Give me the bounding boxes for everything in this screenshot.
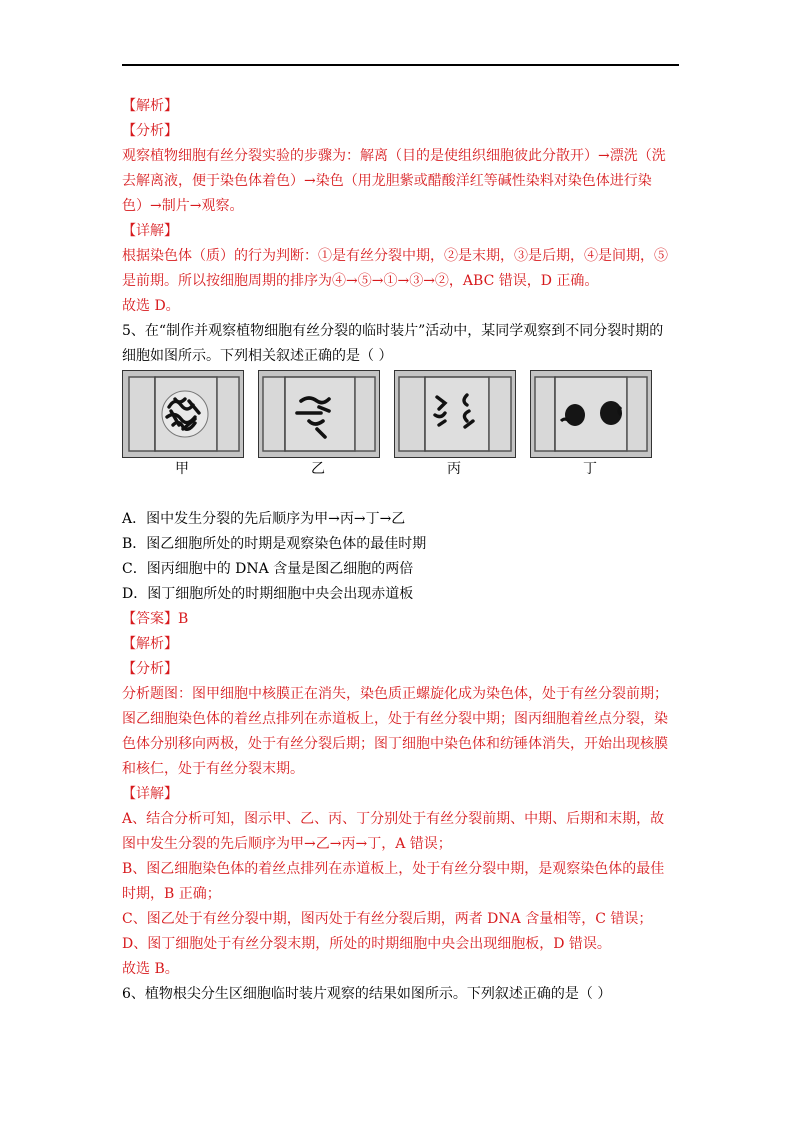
q5-xiangjie-line: 时期，B 正确； <box>122 886 221 902</box>
q5-option-d[interactable]: D．图丁细胞所处的时期细胞中央会出现赤道板 <box>122 586 414 602</box>
figure-label-ding: 丁 <box>583 461 597 477</box>
q5-fenxi-line: 色体分别移向两极，处于有丝分裂后期；图丁细胞中染色体和纺锤体消失，开始出现核膜 <box>122 736 668 752</box>
cell-image-ding <box>530 370 652 458</box>
q5-fenxi-line: 分析题图：图甲细胞中核膜正在消失，染色质正螺旋化成为染色体，处于有丝分裂前期； <box>122 686 668 702</box>
q4-jiexi-heading: 【解析】 <box>122 98 178 114</box>
cell-image-bing <box>394 370 516 458</box>
q5-fenxi-line: 和核仁，处于有丝分裂末期。 <box>122 761 304 777</box>
figure-label-jia: 甲 <box>175 461 189 477</box>
q5-xiangjie-heading: 【详解】 <box>122 786 178 802</box>
q6-stem: 6、植物根尖分生区细胞临时装片观察的结果如图所示。下列叙述正确的是（ ） <box>122 986 612 1002</box>
figure-label-bing: 丙 <box>447 461 461 477</box>
q5-conclusion: 故选 B。 <box>122 961 179 977</box>
q4-fenxi-line: 去解离液，便于染色体着色）→染色（用龙胆紫或醋酸洋红等碱性染料对染色体进行染 <box>122 173 652 189</box>
header-rule <box>122 64 679 66</box>
cell-image-yi <box>258 370 380 458</box>
q5-option-a[interactable]: A．图中发生分裂的先后顺序为甲→丙→丁→乙 <box>122 511 406 527</box>
q5-fenxi-heading: 【分析】 <box>122 661 178 677</box>
figure-label-yi: 乙 <box>311 461 325 477</box>
q5-option-c[interactable]: C．图丙细胞中的 DNA 含量是图乙细胞的两倍 <box>122 561 414 577</box>
q5-jiexi-heading: 【解析】 <box>122 636 178 652</box>
q5-xiangjie-line: C、图乙处于有丝分裂中期，图丙处于有丝分裂后期，两者 DNA 含量相等，C 错误； <box>122 911 653 927</box>
cell-image-jia <box>122 370 244 458</box>
q5-xiangjie-line: 图中发生分裂的先后顺序为甲→乙→丙→丁，A 错误； <box>122 836 452 852</box>
q4-fenxi-heading: 【分析】 <box>122 123 178 139</box>
q4-xiangjie-heading: 【详解】 <box>122 223 178 239</box>
q4-xiangjie-line: 是前期。所以按细胞周期的排序为④→⑤→①→③→②，ABC 错误，D 正确。 <box>122 273 599 289</box>
q5-xiangjie-line: A、结合分析可知，图示甲、乙、丙、丁分别处于有丝分裂前期、中期、后期和末期，故 <box>122 811 665 827</box>
q5-option-b[interactable]: B．图乙细胞所处的时期是观察染色体的最佳时期 <box>122 536 427 552</box>
q4-conclusion: 故选 D。 <box>122 298 180 314</box>
q4-fenxi-line: 色）→制片→观察。 <box>122 198 244 214</box>
q5-xiangjie-line: D、图丁细胞处于有丝分裂末期，所处的时期细胞中央会出现细胞板，D 错误。 <box>122 936 611 952</box>
q5-figure <box>122 370 652 480</box>
q4-fenxi-line: 观察植物细胞有丝分裂实验的步骤为：解离（目的是使组织细胞彼此分散开）→漂洗（洗 <box>122 148 666 164</box>
q5-stem-line: 细胞如图所示。下列相关叙述正确的是（ ） <box>122 348 393 364</box>
q5-xiangjie-line: B、图乙细胞染色体的着丝点排列在赤道板上，处于有丝分裂中期，是观察染色体的最佳 <box>122 861 665 877</box>
q5-answer: 【答案】B <box>122 611 189 627</box>
q4-xiangjie-line: 根据染色体（质）的行为判断：①是有丝分裂中期，②是末期，③是后期，④是间期，⑤ <box>122 248 668 264</box>
q5-stem-line: 5、在“制作并观察植物细胞有丝分裂的临时装片”活动中，某同学观察到不同分裂时期的 <box>122 323 664 339</box>
q5-fenxi-line: 图乙细胞染色体的着丝点排列在赤道板上，处于有丝分裂中期；图丙细胞着丝点分裂，染 <box>122 711 668 727</box>
